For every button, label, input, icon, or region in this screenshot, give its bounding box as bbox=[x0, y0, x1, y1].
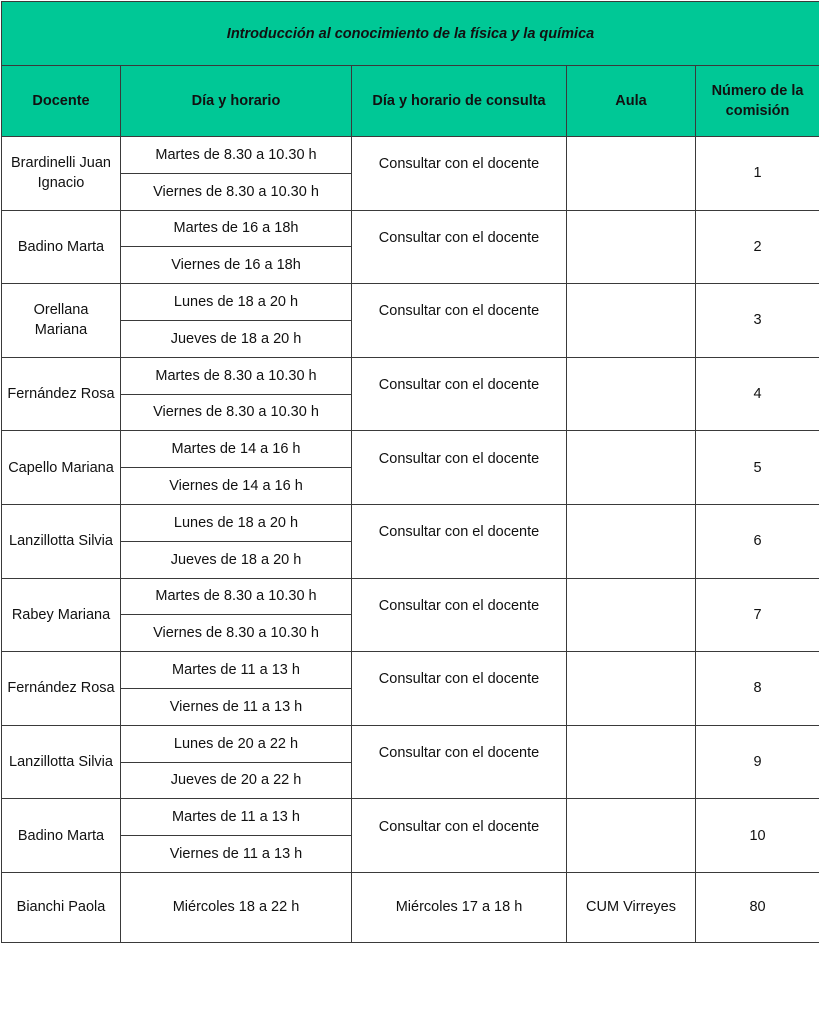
consulta-cell bbox=[352, 431, 567, 505]
horario-cell: Lunes de 18 a 20 h bbox=[121, 504, 352, 541]
schedule-table bbox=[1, 1, 819, 943]
docente-cell: Badino Marta bbox=[2, 799, 121, 873]
docente-cell: Capello Mariana bbox=[2, 431, 121, 505]
comision-cell: 9 bbox=[696, 725, 819, 799]
header-docente: Docente bbox=[2, 66, 121, 137]
comision-cell: 8 bbox=[696, 652, 819, 726]
consulta-text: Consultar con el docente bbox=[378, 450, 540, 467]
consulta-cell: Miércoles 17 a 18 h bbox=[352, 872, 567, 942]
horario-cell: Martes de 8.30 a 10.30 h bbox=[121, 357, 352, 394]
comision-cell: 7 bbox=[696, 578, 819, 652]
comision-cell: 10 bbox=[696, 799, 819, 873]
horario-cell: Martes de 16 a 18h bbox=[121, 210, 352, 247]
horario-cell: Jueves de 18 a 20 h bbox=[121, 320, 352, 357]
consulta-cell bbox=[352, 799, 567, 873]
aula-cell bbox=[567, 504, 696, 578]
horario-cell: Jueves de 20 a 22 h bbox=[121, 762, 352, 799]
consulta-text: Consultar con el docente bbox=[378, 597, 540, 614]
table-row bbox=[2, 725, 819, 762]
horario-cell: Viernes de 8.30 a 10.30 h bbox=[121, 173, 352, 210]
horario-cell: Martes de 14 a 16 h bbox=[121, 431, 352, 468]
table-row bbox=[2, 504, 819, 541]
horario-cell: Lunes de 20 a 22 h bbox=[121, 725, 352, 762]
horario-cell: Martes de 11 a 13 h bbox=[121, 652, 352, 689]
header-aula: Aula bbox=[567, 66, 696, 137]
consulta-text: Consultar con el docente bbox=[378, 156, 540, 173]
table-row bbox=[2, 799, 819, 836]
table-title: Introducción al conocimiento de la física y la química bbox=[2, 2, 819, 66]
table-row bbox=[2, 284, 819, 321]
consulta-cell bbox=[352, 284, 567, 358]
horario-cell: Viernes de 11 a 13 h bbox=[121, 836, 352, 873]
aula-cell bbox=[567, 725, 696, 799]
title-row bbox=[2, 2, 819, 66]
horario-cell: Lunes de 18 a 20 h bbox=[121, 284, 352, 321]
horario-cell: Viernes de 8.30 a 10.30 h bbox=[121, 615, 352, 652]
horario-cell: Viernes de 8.30 a 10.30 h bbox=[121, 394, 352, 431]
consulta-text: Consultar con el docente bbox=[378, 229, 540, 246]
horario-cell: Martes de 8.30 a 10.30 h bbox=[121, 578, 352, 615]
consulta-cell bbox=[352, 725, 567, 799]
docente-cell: Lanzillotta Silvia bbox=[2, 504, 121, 578]
horario-cell: Martes de 11 a 13 h bbox=[121, 799, 352, 836]
consulta-cell bbox=[352, 137, 567, 211]
consulta-cell bbox=[352, 357, 567, 431]
table-row bbox=[2, 210, 819, 247]
header-consulta: Día y horario de consulta bbox=[352, 66, 567, 137]
horario-cell: Viernes de 14 a 16 h bbox=[121, 468, 352, 505]
header-row bbox=[2, 66, 819, 137]
comision-cell: 4 bbox=[696, 357, 819, 431]
horario-cell: Viernes de 11 a 13 h bbox=[121, 688, 352, 725]
aula-cell: CUM Virreyes bbox=[567, 872, 696, 942]
table-row bbox=[2, 431, 819, 468]
docente-cell: Fernández Rosa bbox=[2, 357, 121, 431]
aula-cell bbox=[567, 578, 696, 652]
consulta-text: Consultar con el docente bbox=[378, 671, 540, 688]
table-row bbox=[2, 357, 819, 394]
comision-cell: 6 bbox=[696, 504, 819, 578]
aula-cell bbox=[567, 799, 696, 873]
consulta-text: Consultar con el docente bbox=[378, 745, 540, 762]
docente-cell: Orellana Mariana bbox=[2, 284, 121, 358]
horario-cell: Miércoles 18 a 22 h bbox=[121, 872, 352, 942]
horario-cell: Jueves de 18 a 20 h bbox=[121, 541, 352, 578]
comision-cell: 80 bbox=[696, 872, 819, 942]
comision-cell: 2 bbox=[696, 210, 819, 284]
aula-cell bbox=[567, 210, 696, 284]
aula-cell bbox=[567, 652, 696, 726]
horario-cell: Viernes de 16 a 18h bbox=[121, 247, 352, 284]
horario-cell: Martes de 8.30 a 10.30 h bbox=[121, 137, 352, 174]
docente-cell: Lanzillotta Silvia bbox=[2, 725, 121, 799]
docente-cell: Fernández Rosa bbox=[2, 652, 121, 726]
comision-cell: 5 bbox=[696, 431, 819, 505]
docente-cell: Bianchi Paola bbox=[2, 872, 121, 942]
docente-cell: Brardinelli Juan Ignacio bbox=[2, 137, 121, 211]
consulta-text: Consultar con el docente bbox=[378, 303, 540, 320]
table-row bbox=[2, 578, 819, 615]
consulta-cell bbox=[352, 652, 567, 726]
consulta-cell bbox=[352, 504, 567, 578]
consulta-text: Consultar con el docente bbox=[378, 818, 540, 835]
aula-cell bbox=[567, 284, 696, 358]
comision-cell: 3 bbox=[696, 284, 819, 358]
aula-cell bbox=[567, 431, 696, 505]
table-row bbox=[2, 872, 819, 942]
aula-cell bbox=[567, 357, 696, 431]
docente-cell: Badino Marta bbox=[2, 210, 121, 284]
consulta-cell bbox=[352, 210, 567, 284]
header-horario: Día y horario bbox=[121, 66, 352, 137]
table-row bbox=[2, 652, 819, 689]
aula-cell bbox=[567, 137, 696, 211]
consulta-text: Consultar con el docente bbox=[378, 377, 540, 394]
consulta-cell bbox=[352, 578, 567, 652]
consulta-text: Consultar con el docente bbox=[378, 524, 540, 541]
header-comision: Número de la comisión bbox=[696, 66, 819, 137]
docente-cell: Rabey Mariana bbox=[2, 578, 121, 652]
table-row bbox=[2, 137, 819, 174]
comision-cell: 1 bbox=[696, 137, 819, 211]
